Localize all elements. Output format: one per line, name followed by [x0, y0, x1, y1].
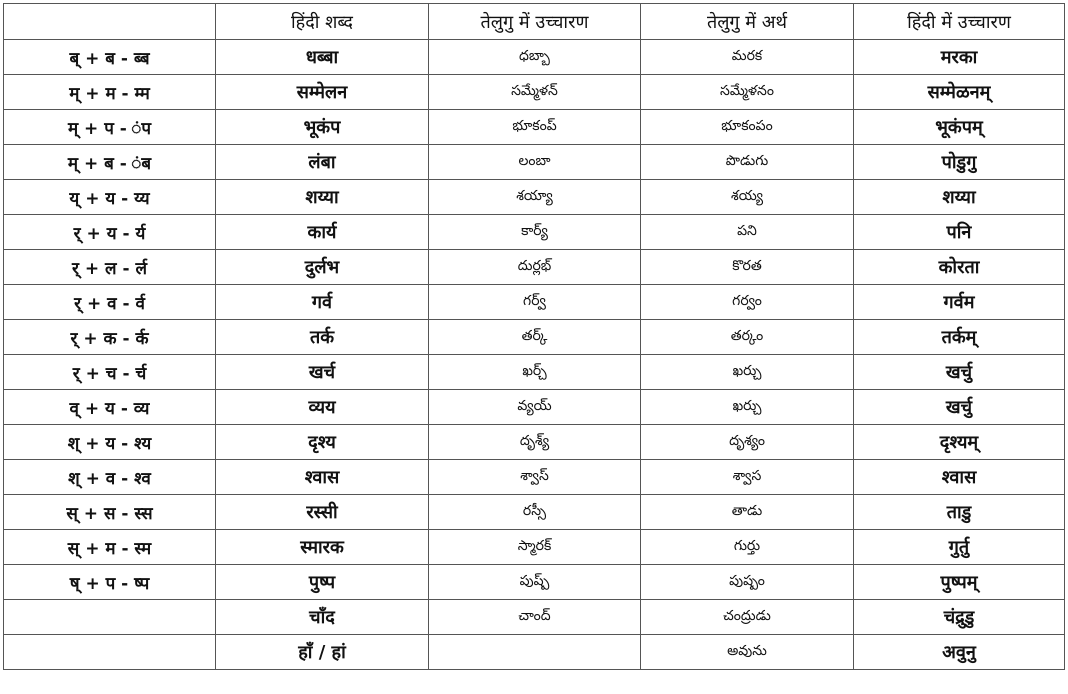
hindi-pronunciation-cell: श्वास: [854, 460, 1065, 495]
hindi-pronunciation-cell: पनि: [854, 215, 1065, 250]
hindi-word-cell: पुष्प: [216, 565, 429, 600]
telugu-meaning-cell: చంద్రుడు: [641, 600, 854, 635]
hindi-pronunciation-cell: गुर्तु: [854, 530, 1065, 565]
telugu-pronunciation-cell: రస్సీ: [429, 495, 641, 530]
rule-cell: र् + क - र्क: [4, 320, 216, 355]
hindi-pronunciation-cell: अवुनु: [854, 635, 1065, 670]
hindi-pronunciation-cell: दृश्यम्: [854, 425, 1065, 460]
table-row: [4, 320, 1065, 355]
hindi-word-cell: व्यय: [216, 390, 429, 425]
telugu-pronunciation-cell: పుష్ప్: [429, 565, 641, 600]
table-row: [4, 355, 1065, 390]
telugu-pronunciation-cell: [429, 635, 641, 670]
telugu-meaning-cell: కొరత: [641, 250, 854, 285]
table-header: [4, 4, 1065, 40]
header-rule: [4, 4, 216, 40]
telugu-meaning-cell: సమ్మేళనం: [641, 75, 854, 110]
telugu-meaning-cell: తాడు: [641, 495, 854, 530]
hindi-word-cell: दृश्य: [216, 425, 429, 460]
rule-cell: र् + च - र्च: [4, 355, 216, 390]
hindi-word-cell: धब्बा: [216, 40, 429, 75]
telugu-pronunciation-cell: దుర్లభ్: [429, 250, 641, 285]
telugu-meaning-cell: గర్వం: [641, 285, 854, 320]
telugu-meaning-cell: ఖర్చు: [641, 390, 854, 425]
telugu-meaning-cell: పని: [641, 215, 854, 250]
hindi-pronunciation-cell: मरका: [854, 40, 1065, 75]
header-hindi-pronunciation: हिंदी में उच्चारण: [854, 4, 1065, 40]
hindi-word-cell: सम्मेलन: [216, 75, 429, 110]
table-row: [4, 600, 1065, 635]
telugu-pronunciation-cell: కార్య్: [429, 215, 641, 250]
rule-cell: र् + व - र्व: [4, 285, 216, 320]
table-row: [4, 215, 1065, 250]
telugu-pronunciation-cell: శయ్యా: [429, 180, 641, 215]
telugu-pronunciation-cell: చాంద్: [429, 600, 641, 635]
hindi-pronunciation-cell: पोडुगु: [854, 145, 1065, 180]
hindi-word-cell: कार्य: [216, 215, 429, 250]
hindi-word-cell: गर्व: [216, 285, 429, 320]
telugu-meaning-cell: మరక: [641, 40, 854, 75]
telugu-meaning-cell: ఖర్చు: [641, 355, 854, 390]
hindi-pronunciation-cell: कोरता: [854, 250, 1065, 285]
rule-cell: म् + म - म्म: [4, 75, 216, 110]
telugu-pronunciation-cell: తర్క్: [429, 320, 641, 355]
rule-cell: [4, 635, 216, 670]
telugu-meaning-cell: పుష్పం: [641, 565, 854, 600]
telugu-pronunciation-cell: వ్యయ్: [429, 390, 641, 425]
hindi-word-cell: शय्या: [216, 180, 429, 215]
rule-cell: म् + प - ंप: [4, 110, 216, 145]
telugu-meaning-cell: అవును: [641, 635, 854, 670]
rule-cell: य् + य - य्य: [4, 180, 216, 215]
rule-cell: व् + य - व्य: [4, 390, 216, 425]
telugu-meaning-cell: గుర్తు: [641, 530, 854, 565]
header-telugu-pronunciation: तेलुगु में उच्चारण: [429, 4, 641, 40]
rule-cell: श् + य - श्य: [4, 425, 216, 460]
rule-cell: र् + य - र्य: [4, 215, 216, 250]
table-row: [4, 390, 1065, 425]
hindi-pronunciation-cell: सम्मेळनम्: [854, 75, 1065, 110]
hindi-pronunciation-cell: खर्चु: [854, 390, 1065, 425]
rule-cell: [4, 600, 216, 635]
hindi-word-cell: चाँद: [216, 600, 429, 635]
table-row: [4, 285, 1065, 320]
hindi-pronunciation-cell: शय्या: [854, 180, 1065, 215]
hindi-pronunciation-cell: चंद्रुडु: [854, 600, 1065, 635]
table-row: [4, 75, 1065, 110]
table-row: [4, 425, 1065, 460]
table-row: [4, 40, 1065, 75]
hindi-pronunciation-cell: पुष्पम्: [854, 565, 1065, 600]
telugu-pronunciation-cell: లంబా: [429, 145, 641, 180]
hindi-word-cell: खर्च: [216, 355, 429, 390]
rule-cell: र् + ल - र्ल: [4, 250, 216, 285]
telugu-meaning-cell: తర్కం: [641, 320, 854, 355]
hindi-pronunciation-cell: ताडु: [854, 495, 1065, 530]
table-row: [4, 460, 1065, 495]
rule-cell: श् + व - श्व: [4, 460, 216, 495]
telugu-pronunciation-cell: స్మారక్: [429, 530, 641, 565]
telugu-pronunciation-cell: గర్వ్: [429, 285, 641, 320]
header-telugu-meaning: तेलुगु में अर्थ: [641, 4, 854, 40]
rule-cell: स् + स - स्स: [4, 495, 216, 530]
hindi-pronunciation-cell: खर्चु: [854, 355, 1065, 390]
telugu-pronunciation-cell: భూకంప్: [429, 110, 641, 145]
telugu-pronunciation-cell: ఖర్చ్: [429, 355, 641, 390]
hindi-word-cell: दुर्लभ: [216, 250, 429, 285]
table-row: [4, 495, 1065, 530]
conjunct-table: [3, 3, 1065, 670]
hindi-word-cell: तर्क: [216, 320, 429, 355]
rule-cell: म् + ब - ंब: [4, 145, 216, 180]
hindi-pronunciation-cell: गर्वम: [854, 285, 1065, 320]
hindi-word-cell: हाँ / हां: [216, 635, 429, 670]
hindi-word-cell: श्वास: [216, 460, 429, 495]
telugu-meaning-cell: పొడుగు: [641, 145, 854, 180]
rule-cell: ब् + ब - ब्ब: [4, 40, 216, 75]
hindi-pronunciation-cell: तर्कम्: [854, 320, 1065, 355]
rule-cell: स् + म - स्म: [4, 530, 216, 565]
header-row: [4, 4, 1065, 40]
hindi-word-cell: स्मारक: [216, 530, 429, 565]
telugu-meaning-cell: భూకంపం: [641, 110, 854, 145]
telugu-pronunciation-cell: సమ్మేళన్: [429, 75, 641, 110]
table-row: [4, 145, 1065, 180]
hindi-pronunciation-cell: भूकंपम्: [854, 110, 1065, 145]
rule-cell: ष् + प - ष्प: [4, 565, 216, 600]
table-row: [4, 635, 1065, 670]
header-hindi-word: हिंदी शब्द: [216, 4, 429, 40]
table-row: [4, 180, 1065, 215]
telugu-pronunciation-cell: ధబ్బా: [429, 40, 641, 75]
table-row: [4, 565, 1065, 600]
hindi-word-cell: रस्सी: [216, 495, 429, 530]
hindi-word-cell: लंबा: [216, 145, 429, 180]
telugu-pronunciation-cell: దృశ్య్: [429, 425, 641, 460]
table-row: [4, 250, 1065, 285]
hindi-word-cell: भूकंप: [216, 110, 429, 145]
telugu-meaning-cell: దృశ్యం: [641, 425, 854, 460]
table-body: [4, 40, 1065, 670]
telugu-meaning-cell: శయ్య: [641, 180, 854, 215]
telugu-meaning-cell: శ్వాస: [641, 460, 854, 495]
table-row: [4, 530, 1065, 565]
table-row: [4, 110, 1065, 145]
telugu-pronunciation-cell: శ్వాస్: [429, 460, 641, 495]
